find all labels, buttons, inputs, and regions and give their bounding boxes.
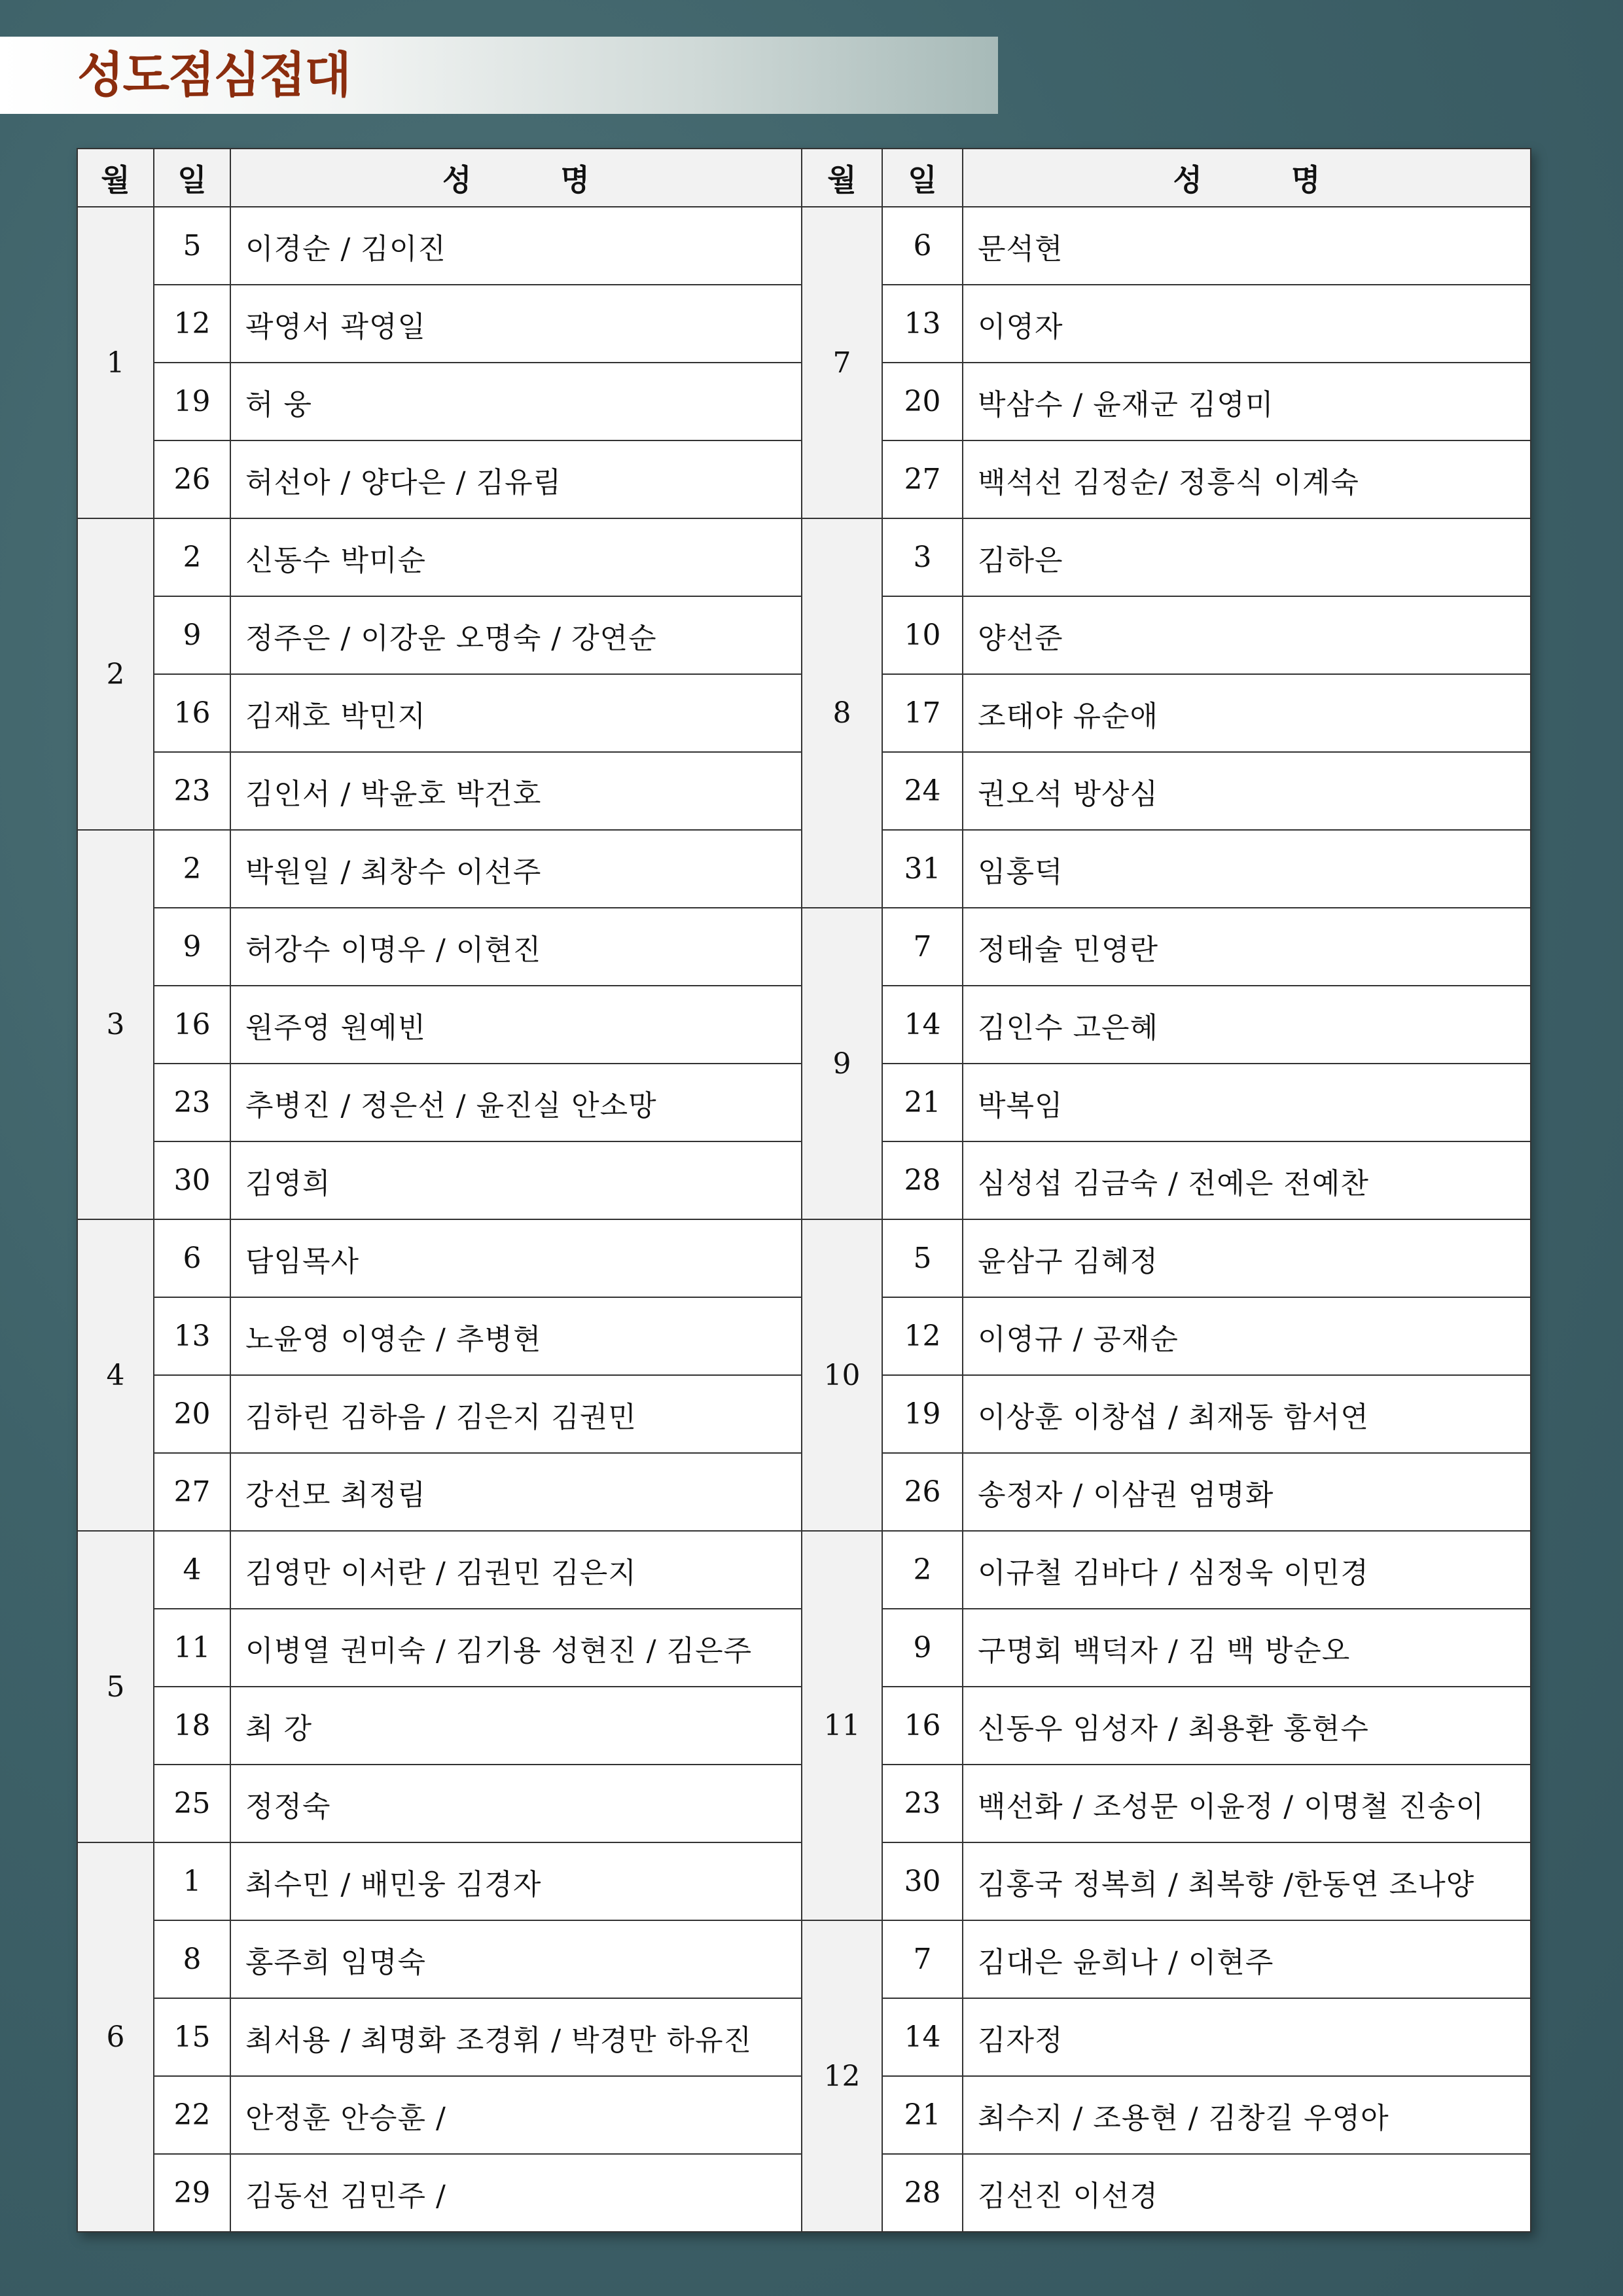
day-cell: 16 bbox=[882, 1687, 963, 1765]
names-cell: 김영만 이서란 / 김권민 김은지 bbox=[230, 1531, 802, 1609]
month-cell: 7 bbox=[802, 207, 882, 518]
names-cell: 김영희 bbox=[230, 1141, 802, 1219]
names-cell: 원주영 원예빈 bbox=[230, 986, 802, 1064]
names-cell: 김선진 이선경 bbox=[963, 2154, 1531, 2232]
day-cell: 6 bbox=[154, 1219, 230, 1297]
day-cell: 9 bbox=[154, 596, 230, 674]
names-cell: 박원일 / 최창수 이선주 bbox=[230, 830, 802, 908]
names-cell: 강선모 최정림 bbox=[230, 1453, 802, 1531]
day-cell: 17 bbox=[882, 674, 963, 752]
names-cell: 송정자 / 이삼권 엄명화 bbox=[963, 1453, 1531, 1531]
names-cell: 김재호 박민지 bbox=[230, 674, 802, 752]
day-cell: 14 bbox=[882, 1998, 963, 2076]
day-cell: 31 bbox=[882, 830, 963, 908]
names-cell: 윤삼구 김혜정 bbox=[963, 1219, 1531, 1297]
header-month-right: 월 bbox=[802, 149, 882, 207]
day-cell: 20 bbox=[154, 1375, 230, 1453]
day-cell: 20 bbox=[882, 363, 963, 440]
day-cell: 21 bbox=[882, 2076, 963, 2154]
header-name-right bbox=[963, 149, 1531, 207]
day-cell: 9 bbox=[154, 908, 230, 986]
month-cell: 1 bbox=[77, 207, 154, 518]
names-cell: 백선화 / 조성문 이윤정 / 이명철 진송이 bbox=[963, 1765, 1531, 1842]
header-name-label: 성 명 bbox=[442, 162, 629, 198]
day-cell: 12 bbox=[882, 1297, 963, 1375]
month-cell: 3 bbox=[77, 830, 154, 1219]
names-cell: 담임목사 bbox=[230, 1219, 802, 1297]
day-cell: 14 bbox=[882, 986, 963, 1064]
month-cell: 6 bbox=[77, 1842, 154, 2232]
names-cell: 구명회 백덕자 / 김 백 방순오 bbox=[963, 1609, 1531, 1687]
day-cell: 6 bbox=[882, 207, 963, 285]
names-cell: 박삼수 / 윤재군 김영미 bbox=[963, 363, 1531, 440]
names-cell: 최 강 bbox=[230, 1687, 802, 1765]
day-cell: 24 bbox=[882, 752, 963, 830]
month-cell: 2 bbox=[77, 518, 154, 830]
names-cell: 최서용 / 최명화 조경휘 / 박경만 하유진 bbox=[230, 1998, 802, 2076]
page-title: 성도점심접대 bbox=[77, 47, 350, 103]
names-cell: 최수지 / 조용현 / 김창길 우영아 bbox=[963, 2076, 1531, 2154]
names-cell: 안정훈 안승훈 / bbox=[230, 2076, 802, 2154]
day-cell: 9 bbox=[882, 1609, 963, 1687]
table-row bbox=[77, 518, 1531, 596]
day-cell: 28 bbox=[882, 2154, 963, 2232]
header-name-left bbox=[230, 149, 802, 207]
names-cell: 이병열 권미숙 / 김기용 성현진 / 김은주 bbox=[230, 1609, 802, 1687]
names-cell: 김인서 / 박윤호 박건호 bbox=[230, 752, 802, 830]
day-cell: 5 bbox=[882, 1219, 963, 1297]
names-cell: 신동우 임성자 / 최용환 홍현수 bbox=[963, 1687, 1531, 1765]
day-cell: 8 bbox=[154, 1920, 230, 1998]
day-cell: 7 bbox=[882, 1920, 963, 1998]
names-cell: 최수민 / 배민웅 김경자 bbox=[230, 1842, 802, 1920]
day-cell: 19 bbox=[154, 363, 230, 440]
names-cell: 임홍덕 bbox=[963, 830, 1531, 908]
month-cell: 10 bbox=[802, 1219, 882, 1531]
month-cell: 5 bbox=[77, 1531, 154, 1842]
table-row bbox=[77, 207, 1531, 285]
day-cell: 23 bbox=[154, 1064, 230, 1141]
names-cell: 이영자 bbox=[963, 285, 1531, 363]
table-row bbox=[77, 1920, 1531, 1998]
day-cell: 27 bbox=[882, 440, 963, 518]
schedule-body bbox=[77, 207, 1531, 2232]
names-cell: 추병진 / 정은선 / 윤진실 안소망 bbox=[230, 1064, 802, 1141]
day-cell: 19 bbox=[882, 1375, 963, 1453]
header-name-label: 성 명 bbox=[1173, 162, 1360, 198]
names-cell: 신동수 박미순 bbox=[230, 518, 802, 596]
table-row bbox=[77, 908, 1531, 986]
day-cell: 13 bbox=[154, 1297, 230, 1375]
day-cell: 4 bbox=[154, 1531, 230, 1609]
names-cell: 정태술 민영란 bbox=[963, 908, 1531, 986]
day-cell: 2 bbox=[882, 1531, 963, 1609]
names-cell: 박복임 bbox=[963, 1064, 1531, 1141]
day-cell: 3 bbox=[882, 518, 963, 596]
header-day-left: 일 bbox=[154, 149, 230, 207]
schedule-table-frame bbox=[77, 148, 1531, 2233]
names-cell: 김하린 김하음 / 김은지 김권민 bbox=[230, 1375, 802, 1453]
month-cell: 12 bbox=[802, 1920, 882, 2232]
table-row bbox=[77, 1219, 1531, 1297]
names-cell: 양선준 bbox=[963, 596, 1531, 674]
day-cell: 23 bbox=[882, 1765, 963, 1842]
day-cell: 16 bbox=[154, 986, 230, 1064]
names-cell: 이영규 / 공재순 bbox=[963, 1297, 1531, 1375]
names-cell: 홍주희 임명숙 bbox=[230, 1920, 802, 1998]
day-cell: 2 bbox=[154, 830, 230, 908]
day-cell: 2 bbox=[154, 518, 230, 596]
names-cell: 김동선 김민주 / bbox=[230, 2154, 802, 2232]
month-cell: 11 bbox=[802, 1531, 882, 1920]
header-month-left: 월 bbox=[77, 149, 154, 207]
day-cell: 30 bbox=[882, 1842, 963, 1920]
names-cell: 김하은 bbox=[963, 518, 1531, 596]
day-cell: 13 bbox=[882, 285, 963, 363]
day-cell: 29 bbox=[154, 2154, 230, 2232]
day-cell: 25 bbox=[154, 1765, 230, 1842]
day-cell: 30 bbox=[154, 1141, 230, 1219]
day-cell: 11 bbox=[154, 1609, 230, 1687]
month-cell: 4 bbox=[77, 1219, 154, 1531]
names-cell: 노윤영 이영순 / 추병현 bbox=[230, 1297, 802, 1375]
day-cell: 26 bbox=[882, 1453, 963, 1531]
names-cell: 김대은 윤희나 / 이현주 bbox=[963, 1920, 1531, 1998]
table-header-row bbox=[77, 149, 1531, 207]
title-banner bbox=[0, 37, 998, 114]
names-cell: 권오석 방상심 bbox=[963, 752, 1531, 830]
names-cell: 허강수 이명우 / 이현진 bbox=[230, 908, 802, 986]
names-cell: 조태야 유순애 bbox=[963, 674, 1531, 752]
day-cell: 18 bbox=[154, 1687, 230, 1765]
day-cell: 27 bbox=[154, 1453, 230, 1531]
month-cell: 8 bbox=[802, 518, 882, 908]
day-cell: 21 bbox=[882, 1064, 963, 1141]
day-cell: 15 bbox=[154, 1998, 230, 2076]
day-cell: 28 bbox=[882, 1141, 963, 1219]
day-cell: 16 bbox=[154, 674, 230, 752]
day-cell: 23 bbox=[154, 752, 230, 830]
names-cell: 이규철 김바다 / 심정욱 이민경 bbox=[963, 1531, 1531, 1609]
names-cell: 백석선 김정순/ 정흥식 이계숙 bbox=[963, 440, 1531, 518]
names-cell: 정정숙 bbox=[230, 1765, 802, 1842]
day-cell: 12 bbox=[154, 285, 230, 363]
names-cell: 정주은 / 이강운 오명숙 / 강연순 bbox=[230, 596, 802, 674]
table-row bbox=[77, 1531, 1531, 1609]
names-cell: 이상훈 이창섭 / 최재동 함서연 bbox=[963, 1375, 1531, 1453]
names-cell: 허선아 / 양다은 / 김유림 bbox=[230, 440, 802, 518]
month-cell: 9 bbox=[802, 908, 882, 1219]
names-cell: 곽영서 곽영일 bbox=[230, 285, 802, 363]
names-cell: 심성섭 김금숙 / 전예은 전예찬 bbox=[963, 1141, 1531, 1219]
day-cell: 26 bbox=[154, 440, 230, 518]
day-cell: 5 bbox=[154, 207, 230, 285]
day-cell: 10 bbox=[882, 596, 963, 674]
names-cell: 허 웅 bbox=[230, 363, 802, 440]
day-cell: 1 bbox=[154, 1842, 230, 1920]
header-day-right: 일 bbox=[882, 149, 963, 207]
schedule-table bbox=[77, 148, 1531, 2233]
names-cell: 김인수 고은혜 bbox=[963, 986, 1531, 1064]
names-cell: 이경순 / 김이진 bbox=[230, 207, 802, 285]
day-cell: 7 bbox=[882, 908, 963, 986]
names-cell: 김자정 bbox=[963, 1998, 1531, 2076]
names-cell: 김홍국 정복희 / 최복향 /한동연 조나양 bbox=[963, 1842, 1531, 1920]
names-cell: 문석현 bbox=[963, 207, 1531, 285]
day-cell: 22 bbox=[154, 2076, 230, 2154]
